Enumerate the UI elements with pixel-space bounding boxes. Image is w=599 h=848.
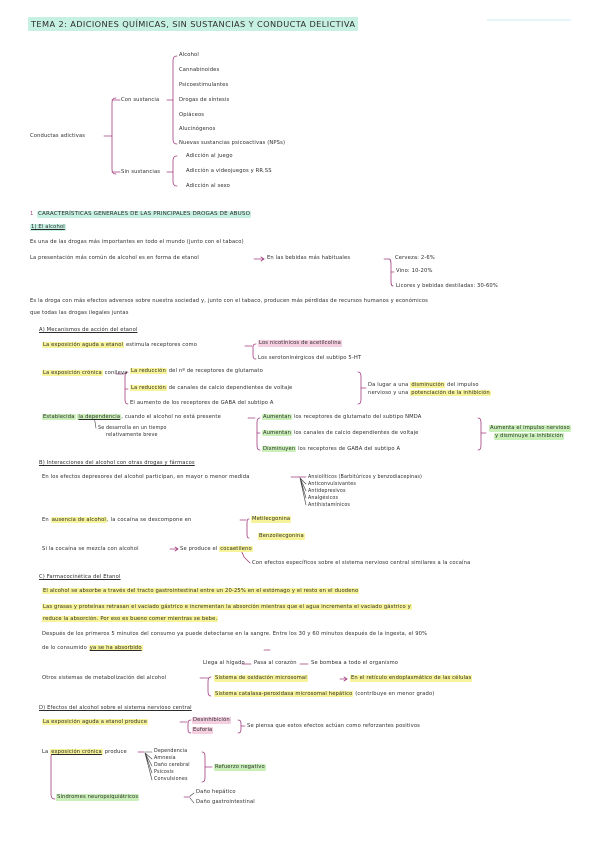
tree-item: Adicción a videojuegos y RR.SS: [186, 168, 272, 174]
side-note: Se desarrolla en un tiempo: [98, 426, 167, 431]
receptor-item: Los serotoninérgicos del subtipo 5-HT: [258, 355, 362, 361]
paragraph-line: [42, 616, 218, 623]
highlight: Disminuyen: [263, 446, 296, 452]
paragraph-line: [42, 604, 412, 611]
text: La: [42, 749, 49, 755]
highlight: Las grasas y proteínas retrasan el vaciado gástrico e incrementan la absorción mientras que el agua incrementa el vaciado gástrico y: [43, 604, 411, 610]
paragraph-line: [180, 546, 253, 553]
side-note: relativamente breve: [106, 433, 158, 438]
highlight: La reducción: [131, 368, 166, 374]
highlight: Establecida: [43, 414, 75, 420]
highlight: ya se ha absorbido: [89, 645, 142, 651]
list-item: Anticonvulsivantes: [308, 482, 357, 487]
text: Da lugar a una: [368, 382, 409, 388]
paragraph-line: [42, 719, 148, 726]
highlight: La exposición crónica: [43, 370, 102, 376]
system-item: Sistema de oxidación microsomal: [215, 675, 307, 681]
highlight: La exposición aguda a etanol produce: [43, 719, 148, 725]
chain-step: Llega al hígado: [203, 660, 245, 666]
result-note: Refuerzo negativo: [215, 764, 265, 770]
paragraph-line: La presentación más común de alcohol es en forma de etanol: [30, 255, 199, 261]
highlight: El alcohol se absorbe a través del tracto gastrointestinal entre un 20-25% en el estómago y el resto en el duodeno: [43, 588, 359, 594]
highlight: La reducción: [131, 385, 166, 391]
effect-item: Euforia: [193, 727, 213, 733]
list-item: El aumento de los receptores de GABA del subtipo A: [130, 400, 274, 406]
highlight: ausencia de alcohol: [51, 517, 106, 523]
paragraph-line: Síndromes neuropsiquiátricos: [57, 794, 139, 800]
list-item: Ansiolíticos (Barbitúricos y benzodiacepinas): [308, 475, 423, 480]
tree-sin-sustancias: Sin sustancias: [121, 169, 161, 175]
highlight: exposición crónica: [51, 749, 102, 755]
highlight: disminución: [411, 382, 445, 388]
result-note: Aumenta el impulso nervioso: [490, 425, 570, 431]
list-item: Antidepresivos: [308, 489, 346, 494]
text: (contribuye en menor grado): [355, 691, 435, 697]
paragraph-line: [42, 645, 143, 652]
subsection-title: D) Efectos del alcohol sobre el sistema nervioso central: [39, 705, 192, 711]
text: estimula receptores como: [125, 342, 198, 348]
tree-item: Opiáceos: [179, 112, 205, 118]
paragraph-line: [42, 517, 191, 524]
paragraph-line: Si la cocaína se mezcla con alcohol: [42, 546, 139, 552]
text: los receptores de GABA del subtipo A: [298, 446, 401, 452]
page-title: TEMA 2: ADICIONES QUÍMICAS, SIN SUSTANCIAS Y CONDUCTA DELICTIVA: [28, 17, 358, 31]
text: , la cocaína se descompone en: [107, 517, 192, 523]
highlight: cocaetileno: [220, 546, 252, 552]
paragraph-line: [42, 414, 221, 421]
text: produce: [104, 749, 127, 755]
highlight: potenciación de la inhibición: [411, 390, 490, 396]
text: conlleva: [104, 370, 128, 376]
list-item: Analgésicos: [308, 496, 339, 501]
tree-root: Conductas adictivas: [30, 133, 86, 139]
paragraph-line: [42, 749, 127, 756]
highlight: Sistema catalasa-peroxidasa microsomal hepático: [215, 691, 353, 697]
subsection-title: B) Interacciones del alcohol con otras drogas y fármacos: [39, 460, 195, 466]
text: y una: [393, 390, 409, 396]
effect-item: Daño hepático: [196, 789, 236, 795]
list-item: [262, 446, 400, 453]
section-number: 1: [30, 211, 34, 217]
effect-item: Daño cerebral: [154, 763, 190, 768]
result-note: y disminuye la inhibición: [495, 433, 564, 439]
tree-item: Cannabinoides: [179, 67, 220, 73]
product-item: Benzoilecgonina: [259, 533, 304, 539]
subsection-title: C) Farmacocinética del Etanol: [39, 574, 121, 580]
paragraph-line: En los efectos depresores del alcohol participan, en mayor o menor medida: [42, 474, 250, 480]
subsection-title: 1) El alcohol: [31, 224, 65, 230]
text: de canales de calcio dependientes de voltaje: [168, 385, 293, 391]
paragraph-line: [42, 588, 359, 595]
paragraph-line: Es una de las drogas más importantes en todo el mundo (junto con el tabaco): [30, 239, 244, 245]
paragraph-line: [42, 370, 128, 377]
tree-item: Drogas de síntesis: [179, 97, 230, 103]
list-item: [130, 368, 263, 375]
list-item: Licores y bebidas destiladas: 30-60%: [396, 283, 498, 289]
tree-con-sustancia: Con sustancia: [121, 97, 160, 103]
highlight: Aumentan: [263, 430, 292, 436]
result-note: [368, 382, 479, 389]
effect-item: Dependencia: [154, 749, 188, 754]
text: los canales de calcio dependientes de voltaje: [293, 430, 419, 436]
tree-item: Alcohol: [179, 52, 199, 58]
text: del impulso: [447, 382, 479, 388]
list-item: Vino: 10-20%: [396, 268, 433, 274]
list-item: [262, 430, 419, 437]
chain-step: Se bombea a todo el organismo: [311, 660, 399, 666]
highlight: Aumentan: [263, 414, 292, 420]
chain-step: Pasa al corazón: [254, 660, 297, 666]
list-item: [262, 414, 422, 421]
paragraph-line: que todas las drogas ilegales juntas: [30, 310, 129, 316]
effect-item: Convulsiones: [154, 777, 188, 782]
tree-item: Nuevas sustancias psicoactivas (NPSs): [179, 140, 286, 146]
system-item: [214, 691, 434, 698]
paragraph-line: Después de los primeros 5 minutos del consumo ya puede detectarse en la sangre. Entre los 30 y 60 minutos después de la ingesta, el 90%: [42, 631, 428, 637]
text: nervioso: [368, 390, 392, 396]
result-note: Se piensa que estos efectos actúan como reforzantes positivos: [247, 723, 421, 729]
text: de lo consumido: [42, 645, 87, 651]
list-item: Antihistamínicos: [308, 503, 351, 508]
receptor-item: Los nicotínicos de acetilcolina: [259, 340, 341, 346]
tree-item: Adicción al sexo: [186, 183, 231, 189]
tree-item: Adicción al juego: [186, 153, 233, 159]
text: del nº de receptores de glutamato: [168, 368, 263, 374]
paragraph-line: Con efectos específicos sobre el sistema nervioso central similares a la cocaína: [252, 560, 471, 566]
effect-item: Daño gastrointestinal: [196, 799, 255, 805]
section-title: CARACTERÍSTICAS GENERALES DE LAS PRINCIPALES DROGAS DE ABUSO: [38, 211, 251, 217]
text: , cuando el alcohol no está presente: [121, 414, 221, 420]
text: los receptores de glutamato del subtipo NMDA: [293, 414, 422, 420]
paragraph-line: Otros sistemas de metabolización del alcohol: [42, 675, 167, 681]
paragraph-line: Es la droga con más efectos adversos sobre nuestra sociedad y, junto con el tabaco, producen más pérdidas de recursos humanos y económicos: [30, 298, 429, 304]
result-note: [368, 390, 491, 397]
text: En: [42, 517, 49, 523]
tree-item: Alucinógenos: [179, 126, 216, 132]
effect-item: Psicosis: [154, 770, 174, 775]
list-item: Cerveza: 2-6%: [395, 255, 435, 261]
tree-item: Psicoestimulantes: [179, 82, 229, 88]
effect-item: Desinhibición: [193, 717, 230, 723]
highlight: reduce la absorción. Por eso es bueno comer mientras se bebe.: [43, 616, 218, 622]
text: Se produce el: [180, 546, 218, 552]
system-item: En el retículo endoplasmático de las células: [351, 675, 472, 681]
effect-item: Amnesia: [154, 756, 176, 761]
paragraph-line: En las bebidas más habituales: [267, 255, 351, 261]
subsection-title: A) Mecanismos de acción del etanol: [39, 327, 138, 333]
highlight: La exposición aguda a etanol: [43, 342, 124, 348]
paragraph-line: [42, 342, 197, 349]
highlight: la dependencia: [78, 414, 121, 420]
product-item: Metilecgonina: [252, 516, 291, 522]
list-item: [130, 385, 292, 392]
